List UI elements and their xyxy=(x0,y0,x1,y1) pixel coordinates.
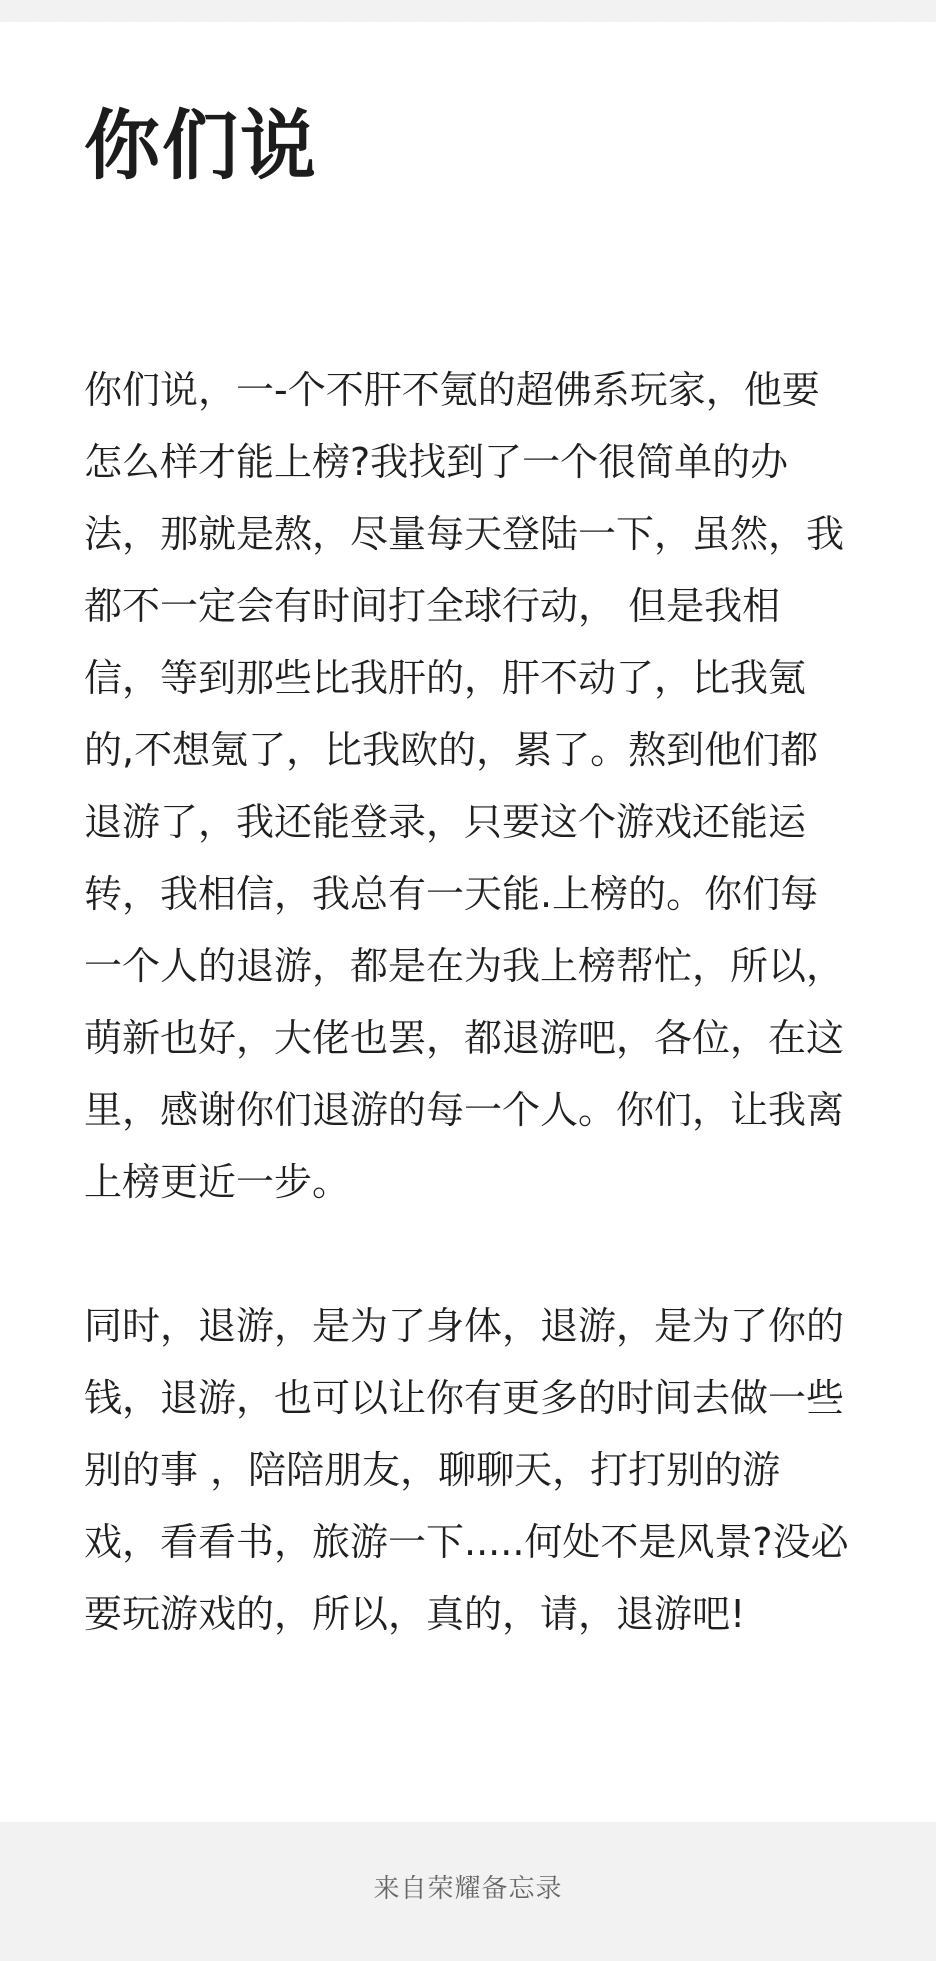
memo-card xyxy=(0,22,936,1822)
memo-top-edge xyxy=(0,19,936,25)
memo-title: 你们说 xyxy=(84,101,318,190)
memo-paragraph-1: 你们说，一-个不肝不氪的超佛系玩家，他要怎么样才能上榜?我找到了一个很简单的办法，那就是熬，尽量每天登陆一下，虽然，我都不一定会有时间打全球行动， 但是我相信，等到那些比我肝的，肝不动了，比我氪的,不想氪了，比我欧的，累了。熬到他们都退游了，我还能登录，只要这个游戏还能运转，我相信，我总有一天能.上榜的。你们每一个人的退游，都是在为我上榜帮忙，所以，萌新也好，大佬也罢，都退游吧，各位，在这里，感谢你们退游的每一个人。你们，让我离上榜更近一步。 xyxy=(84,368,845,1204)
memo-bottom-edge xyxy=(0,1819,936,1825)
source-footer: 来自荣耀备忘录 xyxy=(373,1874,563,1904)
memo-paragraph-2: 同时，退游，是为了身体，退游，是为了你的钱，退游，也可以让你有更多的时间去做一些别的事 ，陪陪朋友，聊聊天，打打别的游戏，看看书，旅游一下.....何处不是风景?没必要玩游戏的，所以，真的，请，退游吧! xyxy=(84,1304,849,1636)
memo-body xyxy=(84,354,854,1650)
